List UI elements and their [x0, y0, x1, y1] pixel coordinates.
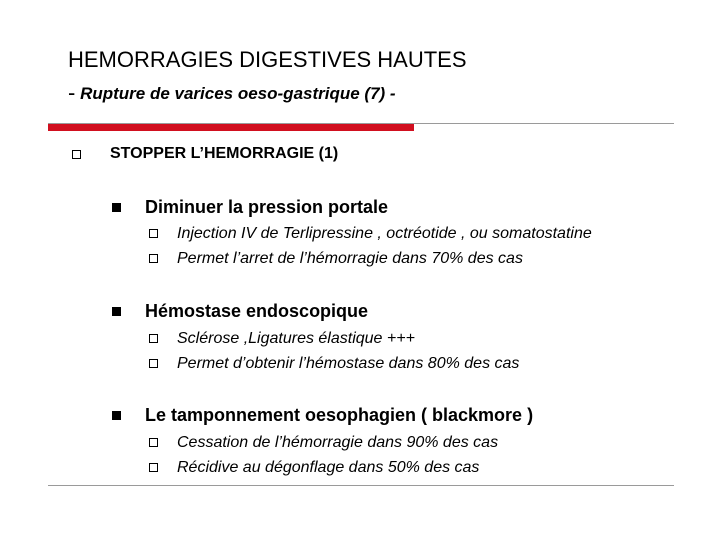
slide-subtitle [68, 80, 396, 106]
hollow-bullet-icon [72, 150, 81, 159]
filled-bullet-icon [112, 203, 121, 212]
slide-title: HEMORRAGIES DIGESTIVES HAUTES [68, 47, 467, 72]
accent-bar [48, 124, 414, 131]
filled-bullet-icon [112, 411, 121, 420]
hollow-bullet-icon [149, 229, 158, 238]
hollow-bullet-icon [149, 359, 158, 368]
section-item: Sclérose ,Ligatures élastique +++ [177, 330, 415, 347]
filled-bullet-icon [112, 307, 121, 316]
section-item: Permet l’arret de l’hémorragie dans 70% des cas [177, 250, 523, 267]
subtitle-text: Rupture de varices oeso-gastrique (7) - [80, 84, 396, 103]
subtitle-dash: - [68, 80, 76, 105]
section-item: Récidive au dégonflage dans 50% des cas [177, 459, 480, 476]
hollow-bullet-icon [149, 463, 158, 472]
bottom-divider [48, 485, 674, 486]
section-item: Cessation de l’hémorragie dans 90% des cas [177, 434, 499, 451]
section-title: Diminuer la pression portale [145, 197, 389, 217]
section-title: Le tamponnement oesophagien ( blackmore ) [145, 405, 534, 425]
hollow-bullet-icon [149, 254, 158, 263]
main-heading: STOPPER L’HEMORRAGIE (1) [110, 145, 339, 162]
hollow-bullet-icon [149, 438, 158, 447]
section-title: Hémostase endoscopique [145, 301, 369, 321]
hollow-bullet-icon [149, 334, 158, 343]
section-item: Injection IV de Terlipressine , octréotide , ou somatostatine [177, 225, 592, 242]
section-item: Permet d’obtenir l’hémostase dans 80% des cas [177, 355, 520, 372]
